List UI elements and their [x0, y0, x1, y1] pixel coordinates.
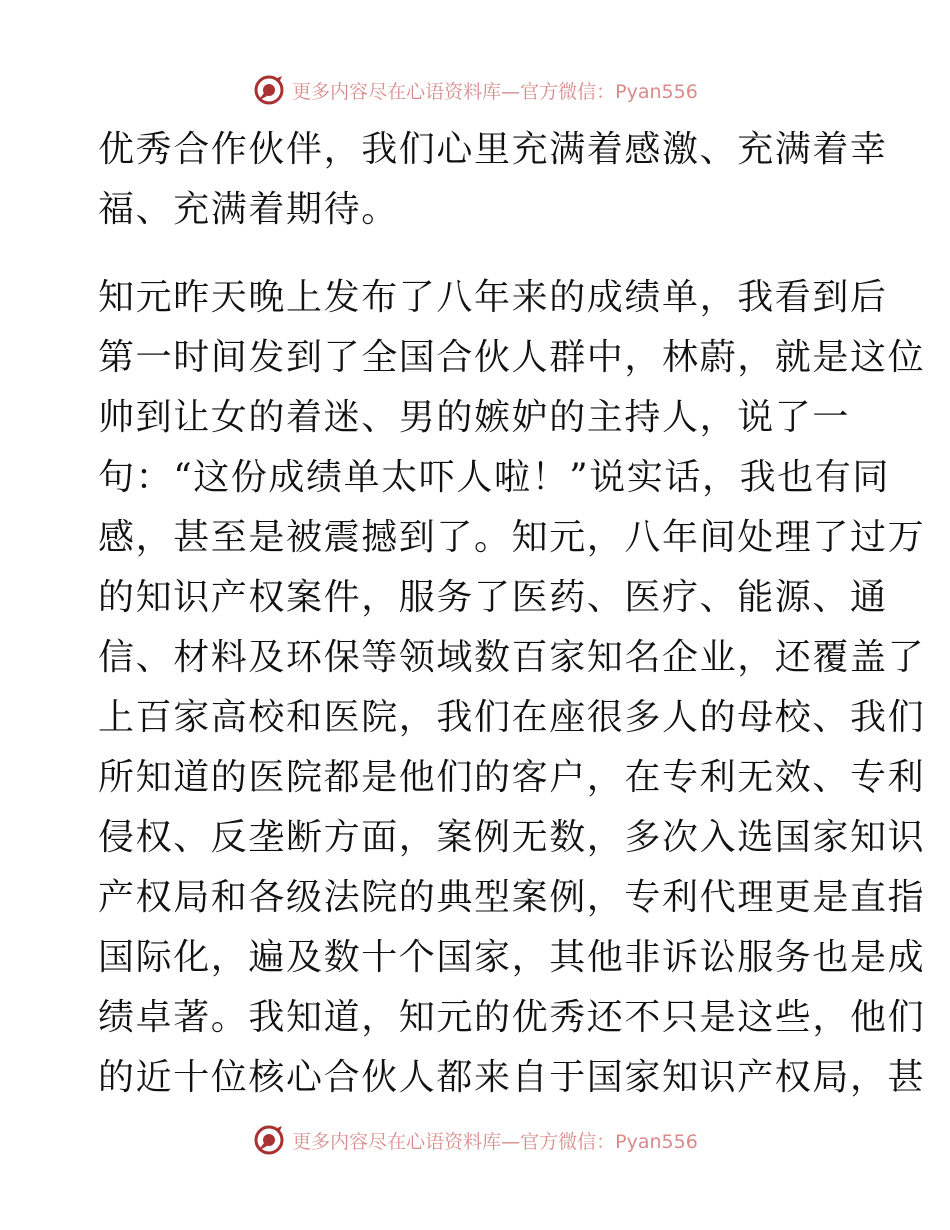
text-line: 上百家高校和医院，我们在座很多人的母校、我们 [98, 697, 926, 738]
text-line: 感，甚至是被震撼到了。知元，八年间处理了过万 [98, 517, 926, 558]
watermark-text: 更多内容尽在心语资料库—官方微信：Pyan556 [292, 1130, 698, 1153]
paragraph [98, 120, 888, 240]
text-line: 国际化，遍及数十个国家，其他非诉讼服务也是成 [98, 937, 926, 978]
text-line: 侵权、反垄断方面，案例无数，多次入选国家知识 [98, 817, 926, 858]
footer-watermark [0, 1122, 950, 1158]
header-watermark [0, 72, 950, 108]
logo-icon [252, 1123, 286, 1157]
text-line: 所知道的医院都是他们的客户，在专利无效、专利 [98, 757, 926, 798]
text-line: 的近十位核心合伙人都来自于国家知识产权局，甚 [98, 1057, 926, 1098]
text-line: 优秀合作伙伴，我们心里充满着感激、充满着幸 [98, 129, 888, 170]
text-line: 的知识产权案件，服务了医药、医疗、能源、通 [98, 577, 888, 618]
text-line: 句：“这份成绩单太吓人啦！”说实话，我也有同 [98, 457, 891, 498]
text-line: 福、充满着期待。 [98, 189, 399, 230]
watermark-text: 更多内容尽在心语资料库—官方微信：Pyan556 [292, 80, 698, 103]
document-body [98, 120, 926, 1108]
text-line: 帅到让女的着迷、男的嫉妒的主持人，说了一 [98, 397, 851, 438]
text-line: 产权局和各级法院的典型案例，专利代理更是直指 [98, 877, 926, 918]
text-line: 第一时间发到了全国合伙人群中，林蔚，就是这位 [98, 337, 926, 378]
paragraph [98, 268, 926, 1108]
text-line: 信、材料及环保等领域数百家知名企业，还覆盖了 [98, 637, 926, 678]
text-line: 知元昨天晚上发布了八年来的成绩单，我看到后 [98, 277, 888, 318]
text-line: 绩卓著。我知道，知元的优秀还不只是这些，他们 [98, 997, 926, 1038]
logo-icon [252, 73, 286, 107]
